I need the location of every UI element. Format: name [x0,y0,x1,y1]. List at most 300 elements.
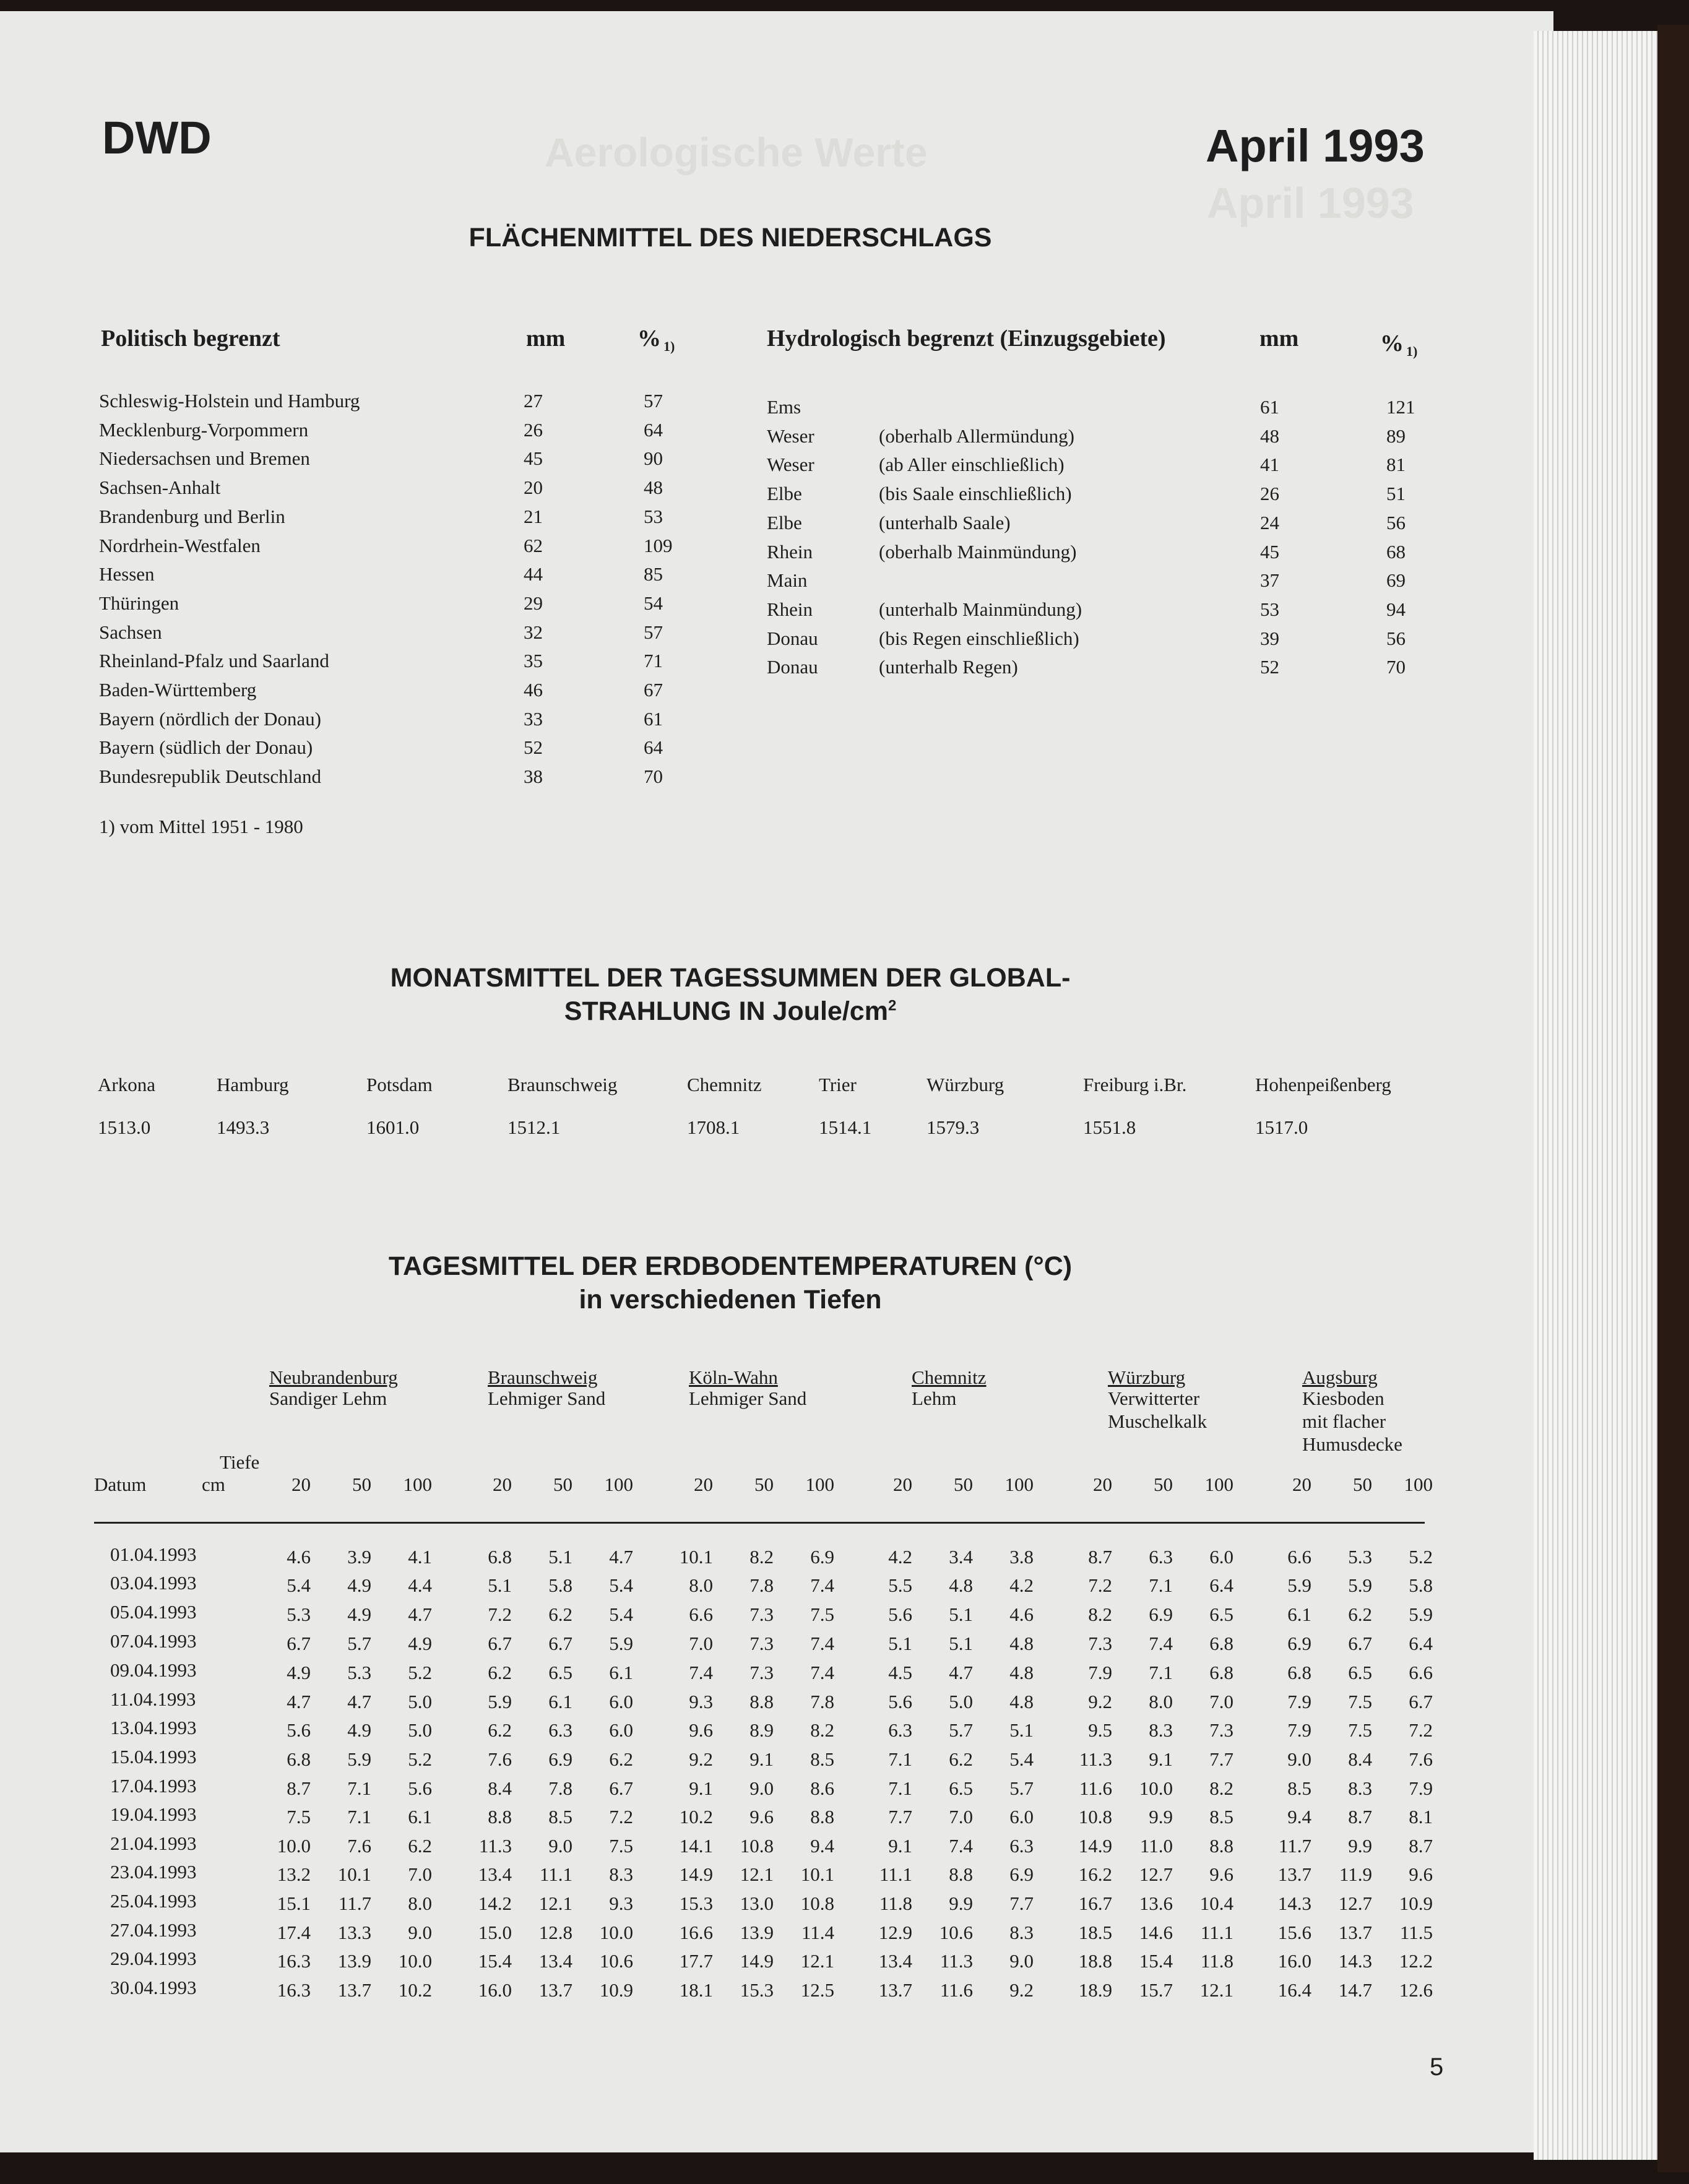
soil-temp-value: 3.4 [949,1546,973,1568]
soil-temp-value: 13.7 [1277,1863,1311,1885]
soil-temp-value: 8.8 [1209,1835,1233,1857]
soil-temp-value: 5.1 [949,1603,973,1625]
radiation-station: Arkona [98,1074,155,1095]
precip-percent: 48 [644,477,663,499]
soil-temp-value: 5.6 [888,1691,912,1712]
precip-mm: 52 [1260,656,1279,678]
soil-temp-value: 13.7 [538,1979,572,2001]
soil-temp-value: 5.1 [1009,1719,1034,1741]
precip-mm: 21 [524,505,543,527]
soil-temp-value: 12.2 [1399,1950,1433,1972]
soil-temp-value: 9.0 [548,1835,572,1857]
precip-percent: 56 [1386,627,1406,649]
soil-temp-value: 8.5 [1209,1806,1233,1828]
soil-temp-value: 5.7 [347,1633,371,1654]
soil-temp-value: 6.8 [488,1546,512,1568]
soil-temp-value: 7.9 [1287,1691,1311,1712]
soil-temp-value: 4.8 [1009,1691,1034,1712]
row-date: 01.04.1993 [110,1543,197,1565]
soil-temp-value: 18.9 [1078,1979,1112,2001]
soil-temp-value: 8.5 [810,1748,834,1770]
soil-temp-value: 4.6 [287,1546,311,1568]
soil-temp-value: 5.3 [347,1662,371,1683]
soil-temp-value: 12.1 [538,1893,572,1914]
precip-percent: 64 [644,736,663,759]
soil-temp-value: 18.5 [1078,1922,1112,1943]
soil-temp-value: 11.1 [539,1863,572,1885]
show-through-decoration: Aerologische Werte [545,129,928,175]
soil-temp-value: 7.3 [1088,1633,1112,1654]
soil-temp-value: 7.3 [1209,1719,1233,1741]
soil-temp-value: 8.4 [1348,1748,1372,1770]
soil-temp-value: 5.6 [408,1777,432,1799]
precip-mm: 38 [524,766,543,788]
soil-temp-value: 6.8 [1287,1662,1311,1683]
soil-temp-value: 11.9 [1339,1863,1372,1885]
radiation-station: Würzburg [927,1074,1004,1095]
precip-mm: 35 [524,650,543,672]
precip-mm: 41 [1260,454,1279,476]
row-date: 17.04.1993 [110,1775,197,1797]
soil-temp-value: 7.6 [347,1835,371,1857]
soil-temp-value: 5.1 [888,1633,912,1654]
soil-temp-value: 6.4 [1409,1633,1433,1654]
soil-temp-value: 4.1 [408,1546,432,1568]
soil-temp-value: 7.9 [1409,1777,1433,1799]
soil-temp-value: 5.9 [1348,1574,1372,1596]
soil-temp-value: 6.6 [1409,1662,1433,1683]
soil-temp-value: 10.8 [800,1893,834,1914]
soil-temp-value: 6.8 [1209,1633,1233,1654]
precip-mm: 32 [524,621,543,643]
region-name: Rheinland-Pfalz und Saarland [99,650,329,672]
soil-temp-value: 14.2 [478,1893,512,1914]
precip-mm: 52 [524,736,543,759]
precip-percent: 94 [1386,598,1406,620]
soil-temp-value: 5.2 [1409,1546,1433,1568]
depth-header: 20 [694,1474,713,1495]
soil-temp-value: 6.2 [488,1662,512,1683]
soil-temp-value: 5.3 [1348,1546,1372,1568]
soil-temp-value: 15.7 [1139,1979,1173,2001]
soil-temp-value: 5.2 [408,1662,432,1683]
soil-temp-value: 4.2 [1009,1574,1034,1596]
soil-temp-value: 10.6 [939,1922,973,1943]
soil-temp-value: 12.6 [1399,1979,1433,2001]
soil-temp-value: 5.3 [287,1603,311,1625]
soil-temp-value: 15.1 [277,1893,311,1914]
right-pct-footnote-mark: 1) [1406,343,1418,359]
soil-temp-value: 9.4 [1287,1806,1311,1828]
soil-temp-value: 9.3 [689,1691,713,1712]
soil-station-name: Köln-Wahn [689,1366,778,1388]
soil-temp-value: 8.2 [810,1719,834,1741]
soil-temp-value: 9.6 [689,1719,713,1741]
soil-temp-value: 14.9 [679,1863,713,1885]
right-table-heading: Hydrologisch begrenzt (Einzugsgebiete) [767,326,1166,352]
soil-temp-value: 8.0 [1149,1691,1173,1712]
soil-temp-value: 6.8 [1209,1662,1233,1683]
soil-temp-value: 16.2 [1078,1863,1112,1885]
soil-temp-value: 13.4 [478,1863,512,1885]
radiation-value: 1493.3 [217,1116,270,1138]
soil-temp-value: 4.4 [408,1574,432,1596]
soil-temp-value: 4.7 [609,1546,633,1568]
datum-label: Datum [94,1474,147,1495]
row-date: 27.04.1993 [110,1919,197,1941]
row-date: 25.04.1993 [110,1890,197,1912]
precip-mm: 46 [524,679,543,701]
depth-header: 20 [893,1474,912,1495]
soil-type: Lehmiger Sand [488,1388,606,1409]
river-section: (oberhalb Allermündung) [879,425,1074,447]
globalstrahlung-title-text: STRAHLUNG IN Joule/cm [564,996,888,1026]
depth-header: 20 [1292,1474,1311,1495]
soil-temp-value: 12.1 [740,1863,774,1885]
soil-temp-value: 16.0 [478,1979,512,2001]
soil-temp-value: 6.7 [488,1633,512,1654]
radiation-station: Trier [819,1074,857,1095]
soil-temp-value: 4.7 [949,1662,973,1683]
river-section: (bis Saale einschließlich) [879,483,1072,505]
soil-temp-value: 6.7 [609,1777,633,1799]
section-title-niederschlag: FLÄCHENMITTEL DES NIEDERSCHLAGS [469,223,992,252]
soil-temp-value: 7.5 [287,1806,311,1828]
soil-temp-value: 7.0 [408,1863,432,1885]
river-name: Rhein [767,598,813,620]
precip-percent: 51 [1386,483,1406,505]
soil-temp-value: 4.7 [408,1603,432,1625]
soil-temp-value: 7.5 [810,1603,834,1625]
region-name: Sachsen-Anhalt [99,477,221,499]
region-name: Sachsen [99,621,162,643]
soil-temp-value: 5.4 [609,1574,633,1596]
radiation-station: Hamburg [217,1074,289,1095]
right-pct-heading [1380,330,1417,360]
soil-temp-value: 4.6 [1009,1603,1034,1625]
soil-temp-value: 11.7 [338,1893,371,1914]
soil-temp-value: 9.5 [1088,1719,1112,1741]
soil-temp-value: 7.7 [888,1806,912,1828]
soil-temp-value: 11.3 [1079,1748,1112,1770]
soil-temp-value: 7.4 [949,1835,973,1857]
soil-temp-value: 12.9 [878,1922,912,1943]
region-name: Brandenburg und Berlin [99,505,285,527]
soil-temp-value: 6.0 [609,1691,633,1712]
soil-temp-value: 7.1 [888,1777,912,1799]
river-section: (ab Aller einschließlich) [879,454,1065,476]
soil-temp-value: 7.2 [1409,1719,1433,1741]
soil-temp-value: 8.0 [689,1574,713,1596]
precip-mm: 39 [1260,627,1279,649]
soil-temp-value: 13.4 [878,1950,912,1972]
soil-temp-value: 6.7 [1348,1633,1372,1654]
soil-temp-value: 7.9 [1287,1719,1311,1741]
precip-mm: 20 [524,477,543,499]
soil-temp-value: 5.7 [949,1719,973,1741]
row-date: 15.04.1993 [110,1746,197,1767]
soil-type: mit flacher [1302,1410,1386,1432]
precip-percent: 57 [644,390,663,412]
soil-temp-value: 5.0 [949,1691,973,1712]
precip-percent: 68 [1386,540,1406,563]
soil-temp-value: 7.4 [1149,1633,1173,1654]
soil-type: Muschelkalk [1108,1410,1207,1432]
soil-temp-value: 7.4 [689,1662,713,1683]
soil-temp-value: 6.1 [548,1691,572,1712]
radiation-value: 1579.3 [927,1116,980,1138]
soil-temp-value: 9.0 [1009,1950,1034,1972]
soil-temp-value: 6.7 [548,1633,572,1654]
precip-mm: 24 [1260,511,1279,533]
soil-temp-value: 6.7 [1409,1691,1433,1712]
soil-temp-value: 10.0 [1139,1777,1173,1799]
river-name: Elbe [767,483,802,505]
soil-temp-value: 6.9 [810,1546,834,1568]
precip-percent: 121 [1386,396,1415,418]
depth-header: 100 [403,1474,432,1495]
soil-temp-value: 7.0 [1209,1691,1233,1712]
document-page [0,11,1553,2152]
soil-temp-value: 4.8 [949,1574,973,1596]
river-name: Donau [767,627,818,649]
soil-temp-value: 4.9 [347,1574,371,1596]
soil-temp-value: 6.3 [548,1719,572,1741]
precip-percent: 69 [1386,569,1406,592]
soil-temp-value: 9.1 [749,1748,774,1770]
soil-temp-value: 17.4 [277,1922,311,1943]
soil-temp-value: 9.0 [408,1922,432,1943]
soil-temp-value: 9.0 [1287,1748,1311,1770]
radiation-value: 1512.1 [508,1116,561,1138]
soil-temp-value: 10.0 [599,1922,633,1943]
precip-percent: 89 [1386,425,1406,447]
soil-temp-value: 11.4 [801,1922,834,1943]
region-name: Schleswig-Holstein und Hamburg [99,390,360,412]
soil-temp-value: 12.1 [800,1950,834,1972]
precip-percent: 57 [644,621,663,643]
soil-temp-value: 5.9 [347,1748,371,1770]
soil-temp-value: 10.2 [398,1979,432,2001]
soil-temp-value: 6.8 [287,1748,311,1770]
precip-mm: 48 [1260,425,1279,447]
depth-header: 20 [1093,1474,1112,1495]
precip-percent: 67 [644,679,663,701]
soil-temp-value: 6.6 [1287,1546,1311,1568]
soil-temp-value: 6.4 [1209,1574,1233,1596]
soil-temp-value: 8.4 [488,1777,512,1799]
soil-temp-value: 4.7 [347,1691,371,1712]
soil-temp-value: 7.8 [810,1691,834,1712]
radiation-station: Chemnitz [687,1074,762,1095]
soil-temp-value: 8.2 [1088,1603,1112,1625]
row-date: 05.04.1993 [110,1601,197,1623]
soil-temp-value: 8.2 [749,1546,774,1568]
precip-percent: 64 [644,418,663,441]
soil-temp-value: 6.5 [1348,1662,1372,1683]
row-date: 09.04.1993 [110,1659,197,1681]
soil-temp-value: 10.1 [337,1863,371,1885]
soil-temp-value: 6.9 [1287,1633,1311,1654]
depth-header: 50 [553,1474,572,1495]
soil-temp-value: 18.8 [1078,1950,1112,1972]
soil-temp-value: 5.6 [287,1719,311,1741]
soil-temp-value: 5.2 [408,1748,432,1770]
region-name: Bundesrepublik Deutschland [99,766,322,788]
soil-temp-value: 12.7 [1139,1863,1173,1885]
cm-label: cm [202,1474,225,1495]
soil-temp-value: 16.0 [1277,1950,1311,1972]
depth-header: 100 [604,1474,633,1495]
soil-temp-value: 11.0 [1139,1835,1173,1857]
soil-temp-value: 7.6 [1409,1748,1433,1770]
soil-temp-value: 15.4 [1139,1950,1173,1972]
soil-temp-value: 10.0 [398,1950,432,1972]
depth-header: 100 [805,1474,834,1495]
soil-temp-value: 5.9 [1287,1574,1311,1596]
soil-temp-value: 5.5 [888,1574,912,1596]
soil-temp-value: 13.7 [878,1979,912,2001]
river-section: (unterhalb Mainmündung) [879,598,1082,620]
soil-temp-value: 8.3 [1348,1777,1372,1799]
river-name: Rhein [767,540,813,563]
soil-temp-value: 9.9 [949,1893,973,1914]
river-name: Elbe [767,511,802,533]
region-name: Baden-Württemberg [99,679,257,701]
depth-header: 50 [754,1474,774,1495]
soil-temp-value: 15.6 [1277,1922,1311,1943]
soil-temp-value: 10.4 [1199,1893,1233,1914]
soil-type: Lehmiger Sand [689,1388,807,1409]
soil-temp-value: 9.6 [749,1806,774,1828]
row-date: 03.04.1993 [110,1572,197,1594]
precip-percent: 70 [1386,656,1406,678]
soil-temp-value: 7.9 [1088,1662,1112,1683]
soil-temp-value: 11.5 [1399,1922,1433,1943]
soil-temp-value: 14.9 [740,1950,774,1972]
precip-mm: 44 [524,563,543,585]
soil-temp-value: 3.8 [1009,1546,1034,1568]
tiefe-label: Tiefe [220,1451,260,1473]
left-pct-heading [637,325,675,355]
region-name: Thüringen [99,592,179,614]
soil-temp-value: 7.3 [749,1603,774,1625]
soil-temp-value: 5.4 [609,1603,633,1625]
row-date: 19.04.1993 [110,1803,197,1825]
soil-temp-value: 6.0 [609,1719,633,1741]
river-name: Weser [767,454,814,476]
soil-temp-value: 7.2 [488,1603,512,1625]
soil-type: Kiesboden [1302,1388,1384,1409]
precip-mm: 26 [1260,483,1279,505]
soil-temp-value: 7.6 [488,1748,512,1770]
soil-temp-value: 16.3 [277,1950,311,1972]
soil-temp-value: 7.1 [1149,1662,1173,1683]
book-spine [1657,25,1689,2172]
precip-mm: 29 [524,592,543,614]
soil-temp-value: 13.9 [337,1950,371,1972]
soil-temp-value: 6.5 [949,1777,973,1799]
footnote: 1) vom Mittel 1951 - 1980 [99,816,303,837]
soil-temp-value: 10.6 [599,1950,633,1972]
river-section: (oberhalb Mainmündung) [879,540,1077,563]
soil-temp-value: 9.6 [1209,1863,1233,1885]
soil-temp-value: 7.7 [1009,1893,1034,1914]
soil-temp-value: 14.6 [1139,1922,1173,1943]
soil-temp-value: 7.8 [548,1777,572,1799]
soil-temp-value: 9.2 [689,1748,713,1770]
soil-temp-value: 6.2 [1348,1603,1372,1625]
soil-type: Humusdecke [1302,1433,1402,1455]
soil-temp-value: 6.6 [689,1603,713,1625]
radiation-value: 1601.0 [366,1116,420,1138]
soil-temp-value: 7.5 [609,1835,633,1857]
soil-temp-value: 13.7 [337,1979,371,2001]
soil-temp-value: 13.6 [1139,1893,1173,1914]
soil-temp-value: 8.1 [1409,1806,1433,1828]
region-name: Bayern (südlich der Donau) [99,736,313,759]
soil-temp-value: 6.0 [1209,1546,1233,1568]
soil-temp-value: 9.1 [1149,1748,1173,1770]
row-date: 07.04.1993 [110,1630,197,1652]
soil-temp-value: 7.7 [1209,1748,1233,1770]
depth-header: 100 [1004,1474,1034,1495]
precip-mm: 45 [524,447,543,470]
soil-temp-value: 6.2 [609,1748,633,1770]
soil-temp-value: 7.0 [949,1806,973,1828]
precip-percent: 90 [644,447,663,470]
soil-temp-value: 5.9 [609,1633,633,1654]
soil-temp-value: 8.3 [1009,1922,1034,1943]
soil-temp-value: 6.3 [888,1719,912,1741]
soil-temp-value: 9.0 [749,1777,774,1799]
soil-temp-value: 9.2 [1088,1691,1112,1712]
radiation-station: Freiburg i.Br. [1083,1074,1187,1095]
soil-temp-value: 9.9 [1149,1806,1173,1828]
soil-temp-value: 9.1 [689,1777,713,1799]
soil-temp-value: 14.3 [1338,1950,1372,1972]
header-left-dwd: DWD [102,112,212,163]
soil-temp-value: 13.4 [538,1950,572,1972]
soil-temp-value: 15.4 [478,1950,512,1972]
soil-temp-value: 11.8 [879,1893,912,1914]
soil-temp-value: 6.9 [1009,1863,1034,1885]
depth-header: 50 [1154,1474,1173,1495]
soil-temp-value: 16.4 [1277,1979,1311,2001]
precip-mm: 27 [524,390,543,412]
depth-header: 50 [954,1474,973,1495]
soil-temp-value: 4.9 [287,1662,311,1683]
soil-temp-value: 17.7 [679,1950,713,1972]
soil-temp-value: 7.2 [609,1806,633,1828]
region-name: Hessen [99,563,155,585]
soil-temp-value: 6.1 [609,1662,633,1683]
soil-temp-value: 4.5 [888,1662,912,1683]
soil-temp-value: 6.9 [1149,1603,1173,1625]
soil-temp-value: 6.1 [408,1806,432,1828]
depth-header: 100 [1404,1474,1433,1495]
soil-temp-value: 5.7 [1009,1777,1034,1799]
soil-temp-value: 8.3 [1149,1719,1173,1741]
soil-temp-value: 4.2 [888,1546,912,1568]
soil-temp-value: 5.0 [408,1691,432,1712]
soil-temp-value: 8.7 [1088,1546,1112,1568]
soil-temp-value: 8.7 [1409,1835,1433,1857]
soil-temp-value: 10.8 [1078,1806,1112,1828]
soil-temp-value: 7.3 [749,1662,774,1683]
soil-temp-value: 7.1 [347,1806,371,1828]
precip-percent: 53 [644,505,663,527]
